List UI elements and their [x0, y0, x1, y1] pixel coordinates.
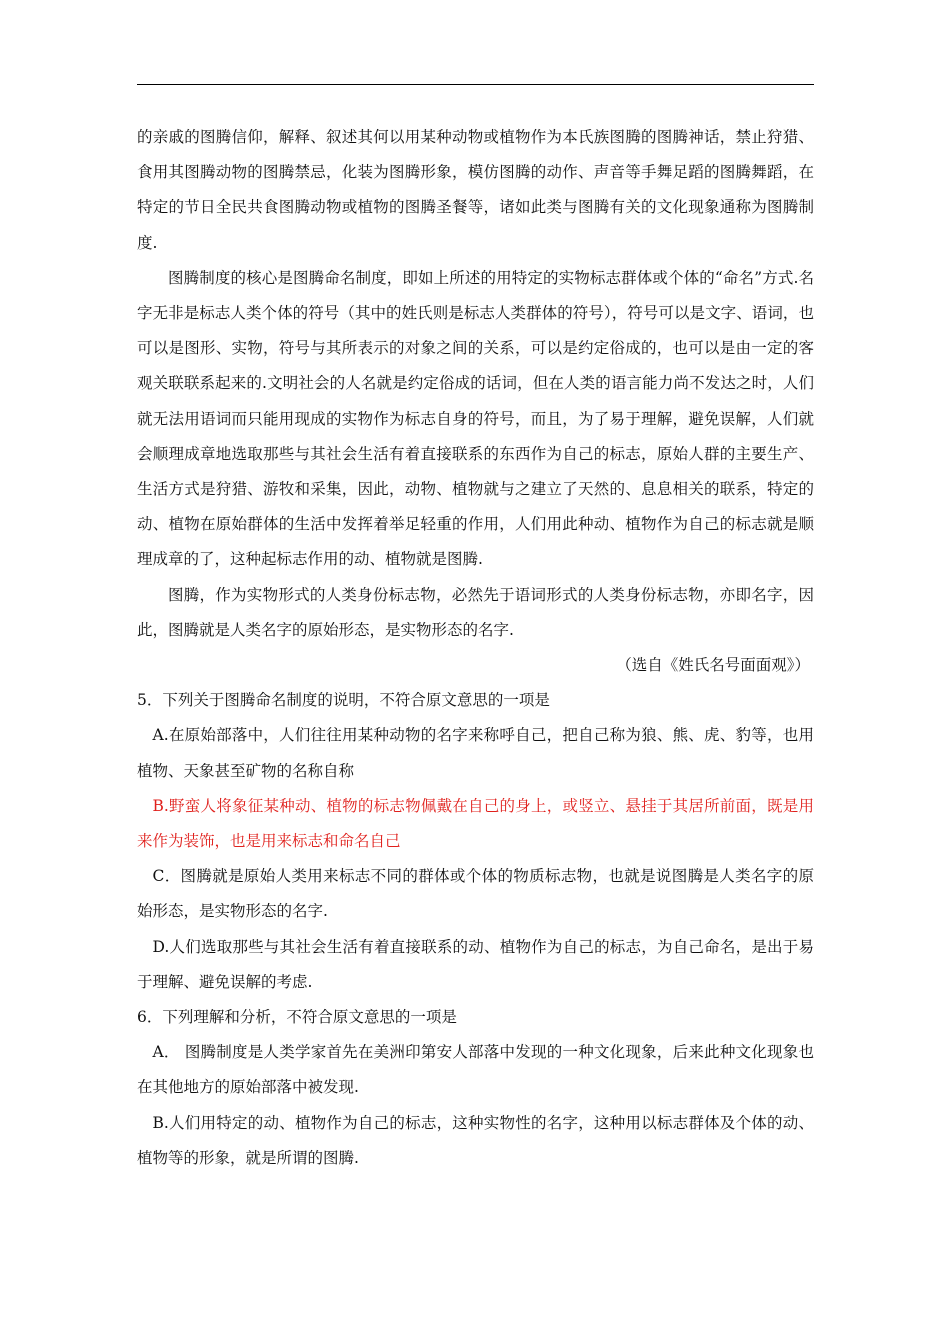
question-5-stem: 5．下列关于图腾命名制度的说明，不符合原文意思的一项是 [137, 691, 550, 710]
passage-paragraph-2: 图腾制度的核心是图腾命名制度，即如上所述的用特定的实物标志群体或个体的“命名”方式.名字无非是标志人类个体的符号（其中的姓氏则是标志人类群体的符号），符号可以是文字、语词，也可以是图形、实物，符号与其所表示的对象之间的关系，可以是约定俗成的，也可以是由一定的客观关联联系起来的.文明社会的人名就是约定俗成的话词，但在人类的语言能力尚不发达之时，人们就无法用语词而只能用现成的实物作为标志自身的符号，而且，为了易于理解，避免误解，人们就会顺理成章地选取那些与其社会生活有着直接联系的东西作为自己的标志，原始人群的主要生产、生活方式是狩猎、游牧和采集，因此，动物、植物就与之建立了天然的、息息相关的联系，特定的动、植物在原始群体的生活中发挥着举足轻重的作用，人们用此种动、植物作为自己的标志就是顺理成章的了，这种起标志作用的动、植物就是图腾. [137, 268, 814, 569]
header-rule [137, 84, 814, 85]
passage-paragraph-1: 的亲戚的图腾信仰，解释、叙述其何以用某种动物或植物作为本氏族图腾的图腾神话，禁止狩猎、食用其图腾动物的图腾禁忌，化装为图腾形象，模仿图腾的动作、声音等手舞足蹈的图腾舞蹈，在特定的节日全民共食图腾动物或植物的图腾圣餐等，诸如此类与图腾有关的文化现象通称为图腾制度. [137, 128, 814, 252]
question-6-option-a: A． 图腾制度是人类学家首先在美洲印第安人部落中发现的一种文化现象，后来此种文化现象也在其他地方的原始部落中被发现. [137, 1043, 814, 1097]
passage-source: （选自《姓氏名号面面观》） [616, 656, 810, 675]
question-5-option-d: D.人们选取那些与其社会生活有着直接联系的动、植物作为自己的标志，为自己命名，是出于易于理解、避免误解的考虑. [137, 937, 814, 991]
question-6-option-b: B.人们用特定的动、植物作为自己的标志，这种实物性的名字，这种用以标志群体及个体的动、植物等的形象，就是所谓的图腾. [137, 1113, 814, 1167]
question-5-option-b: B.野蛮人将象征某种动、植物的标志物佩戴在自己的身上，或竖立、悬挂于其居所前面，既是用来作为装饰，也是用来标志和命名自己 [137, 796, 814, 851]
passage-paragraph-3: 图腾，作为实物形式的人类身份标志物，必然先于语词形式的人类身份标志物，亦即名字，因此，图腾就是人类名字的原始形态，是实物形态的名字. [137, 585, 814, 639]
question-6-stem: 6．下列理解和分析，不符合原文意思的一项是 [137, 1008, 457, 1027]
question-5-option-a: A.在原始部落中，人们往往用某种动物的名字来称呼自己，把自己称为狼、熊、虎、豹等，也用植物、天象甚至矿物的名称自称 [137, 726, 814, 780]
document-body [137, 120, 814, 1176]
question-5-option-c: C．图腾就是原始人类用来标志不同的群体或个体的物质标志物，也就是说图腾是人类名字的原始形态，是实物形态的名字. [137, 867, 814, 921]
